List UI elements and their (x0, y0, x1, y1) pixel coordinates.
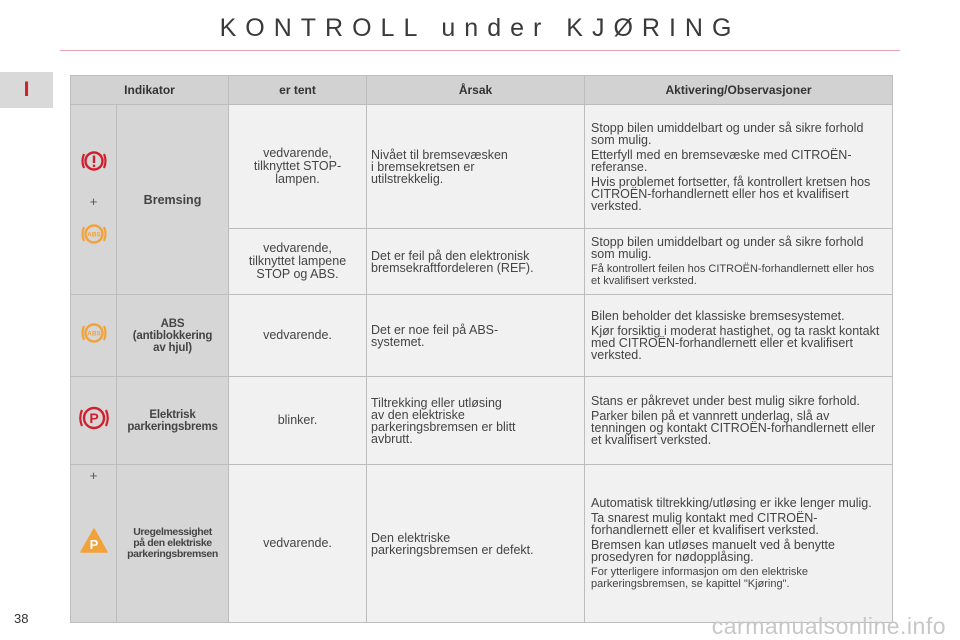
table-header-row (71, 76, 893, 105)
svg-text:ABS: ABS (86, 231, 101, 238)
abs-warning-icon (79, 318, 109, 353)
indicator-cell (71, 105, 117, 295)
tent-cell: vedvarende. (229, 295, 367, 377)
abs-warning-icon (79, 219, 109, 254)
brake-warning-icon (79, 146, 109, 181)
indicator-table (70, 75, 893, 623)
arsak-cell: Den elektriske parkeringsbremsen er defekt. (367, 465, 585, 623)
page-title: KONTROLL under KJØRING (219, 14, 741, 42)
header-indikator: Indikator (71, 76, 229, 105)
table-row (71, 465, 893, 623)
table-row (71, 377, 893, 465)
indicator-name: Uregelmessighet på den elektriske parkeringsbremsen (117, 465, 229, 623)
title-divider (60, 50, 900, 51)
indicator-name: Bremsing (117, 105, 229, 295)
header-arsak: Årsak (367, 76, 585, 105)
aktivering-cell: Automatisk tiltrekking/utløsing er ikke lenger mulig. Ta snarest mulig kontakt med CITROËN-forhandlernett eller et kvalifisert verksted. Bremsen kan utløses manuelt ved å benytte prosedyren for nødopplåsing. For ytterligere informasjon om den elektriske parkeringsbremsen, se kapittel "Kjøring". (585, 465, 893, 623)
aktivering-cell: Stopp bilen umiddelbart og under så sikre forhold som mulig. Etterfyll med en bremsevæske med CITROËN-referanse. Hvis problemet fortsetter, få kontrollert kretsen hos CITROËN-forhandlernett eller hos et kvalifisert verksted. (585, 105, 893, 229)
arsak-cell: Nivået til bremsevæsken i bremsekretsen er utilstrekkelig. (367, 105, 585, 229)
aktivering-cell: Stans er påkrevet under best mulig sikre forhold. Parker bilen på et vannrett underlag, slå av tenningen og kontakt CITROËN-forhandlernett eller et kvalifisert verksted. (585, 377, 893, 465)
tent-cell: vedvarende, tilknyttet STOP- lampen. (229, 105, 367, 229)
section-tab: I (0, 72, 53, 108)
svg-text:P: P (88, 410, 99, 426)
parking-brake-fault-icon (79, 527, 109, 560)
page-number: 38 (14, 611, 29, 626)
indicator-cell (71, 465, 117, 623)
indicator-name: ABS (antiblokkering av hjul) (117, 295, 229, 377)
tent-cell: blinker. (229, 377, 367, 465)
indicator-name: Elektrisk parkeringsbrems (117, 377, 229, 465)
plus-sign: + (89, 193, 98, 209)
svg-text:P: P (89, 537, 98, 552)
watermark: carmanualsonline.info (711, 613, 946, 639)
aktivering-cell: Stopp bilen umiddelbart og under så sikre forhold som mulig. Få kontrollert feilen hos CITROËN-forhandlernett eller hos et kvalifisert verksted. (585, 229, 893, 295)
indicator-cell (71, 377, 117, 465)
table-row (71, 295, 893, 377)
arsak-cell: Det er feil på den elektronisk bremsekraftfordeleren (REF). (367, 229, 585, 295)
table-row (71, 105, 893, 229)
tent-cell: vedvarende, tilknyttet lampene STOP og ABS. (229, 229, 367, 295)
header-er-tent: er tent (229, 76, 367, 105)
aktivering-cell: Bilen beholder det klassiske bremsesystemet. Kjør forsiktig i moderat hastighet, og ta raskt kontakt med CITROËN-forhandlernett eller et kvalifisert verksted. (585, 295, 893, 377)
arsak-cell: Det er noe feil på ABS- systemet. (367, 295, 585, 377)
indicator-cell (71, 295, 117, 377)
parking-brake-icon (77, 402, 111, 439)
plus-sign: + (89, 468, 98, 483)
arsak-cell: Tiltrekking eller utløsing av den elektriske parkeringsbremsen er blitt avbrutt. (367, 377, 585, 465)
header-aktivering: Aktivering/Observasjoner (585, 76, 893, 105)
tent-cell: vedvarende. (229, 465, 367, 623)
svg-text:ABS: ABS (86, 330, 101, 338)
